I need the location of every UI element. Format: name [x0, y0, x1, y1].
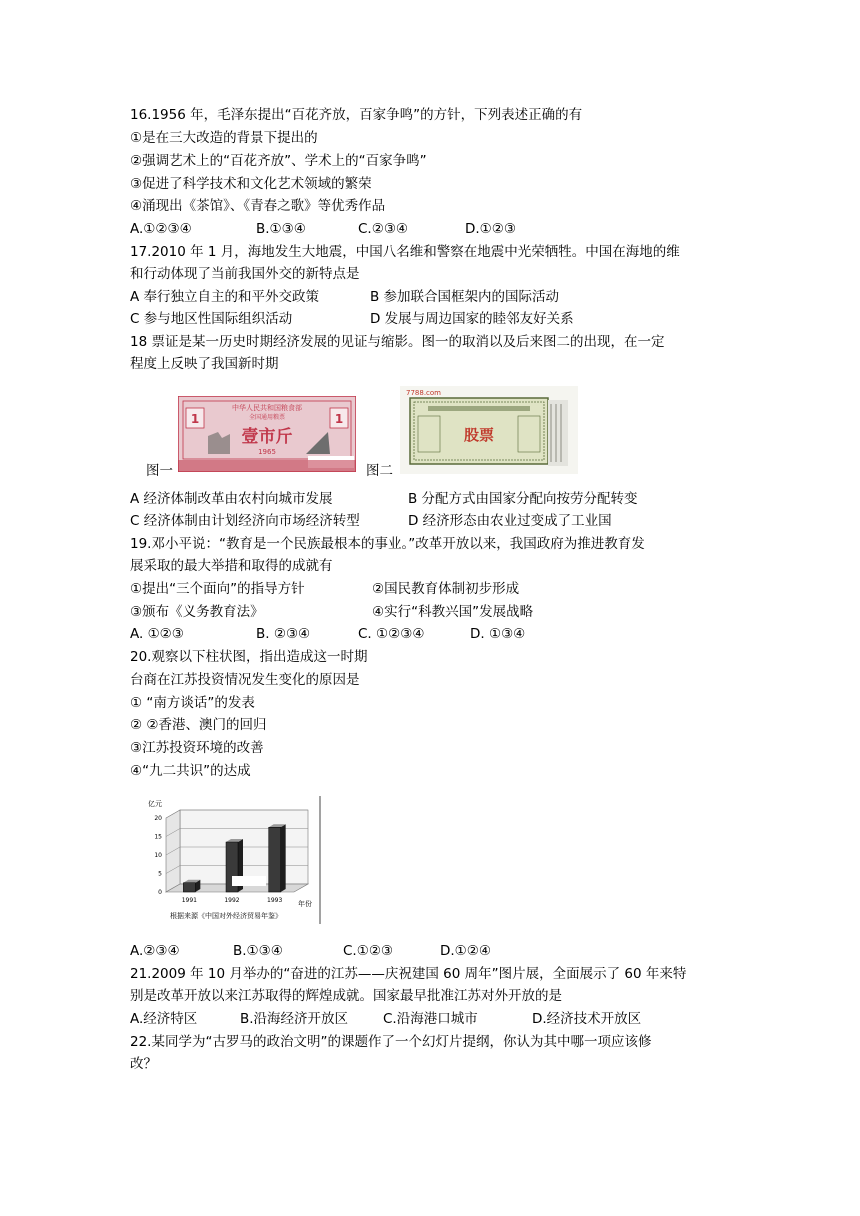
- chart-x-tick-label: 1993: [267, 897, 283, 904]
- chart-y-tick-label: 5: [158, 870, 162, 878]
- q19-item-4: ④实行“科教兴国”发展战略: [372, 604, 534, 620]
- q16-item-4: ④涌现出《茶馆》、《青春之歌》等优秀作品: [130, 198, 386, 214]
- q18-option-c: C 经济体制由计划经济向市场经济转型: [130, 513, 360, 529]
- ticket-header: 中华人民共和国粮食部: [232, 404, 302, 412]
- q19-option-d: D. ①③④: [470, 626, 526, 642]
- figure-2-label: 图二: [366, 463, 393, 479]
- chart-y-label: 亿元: [148, 800, 162, 808]
- q18-stem-line-1: 18 票证是某一历史时期经济发展的见证与缩影。图一的取消以及后来图二的出现，在一定: [130, 334, 665, 350]
- q20-item-3: ③江苏投资环境的改善: [130, 740, 264, 756]
- q16-stem: 16.1956 年，毛泽东提出“百花齐放，百家争鸣”的方针，下列表述正确的有: [130, 107, 583, 123]
- q17-option-d: D 发展与周边国家的睦邻友好关系: [370, 311, 574, 327]
- chart-x-label: 年份: [298, 900, 312, 908]
- q17-option-c: C 参与地区性国际组织活动: [130, 311, 293, 327]
- ticket-digit-left: 1: [190, 412, 200, 426]
- chart-y-tick-label: 20: [154, 815, 162, 822]
- q17-stem-line-2: 和行动体现了当前我国外交的新特点是: [130, 266, 360, 282]
- q20-item-4: ④“九二共识”的达成: [130, 763, 251, 779]
- investment-bar-chart: [140, 796, 326, 928]
- q16-option-b: B.①③④: [256, 221, 306, 237]
- q16-item-3: ③促进了科学技术和文化艺术领域的繁荣: [130, 176, 372, 192]
- q20-item-1: ① “南方谈话”的发表: [130, 695, 255, 711]
- q18-option-a: A 经济体制改革由农村向城市发展: [130, 491, 333, 507]
- q19-item-3: ③颁布《义务教育法》: [130, 604, 264, 620]
- q19-option-b: B. ②③④: [256, 626, 311, 642]
- ticket-subheader: 全国通用粮票: [248, 414, 286, 421]
- stock-certificate-image: [400, 386, 578, 474]
- q19-item-2: ②国民教育体制初步形成: [372, 581, 520, 597]
- q20-item-2: ② ②香港、澳门的回归: [130, 717, 267, 733]
- q19-item-1: ①提出“三个面向”的指导方针: [130, 581, 305, 597]
- chart-x-tick-label: 1992: [224, 897, 240, 904]
- q17-option-a: A 奉行独立自主的和平外交政策: [130, 289, 320, 305]
- q22-stem-line-2: 改？: [130, 1056, 157, 1072]
- q19-option-a: A. ①②③: [130, 626, 184, 642]
- q20-stem-line-1: 20.观察以下柱状图，指出造成这一时期: [130, 649, 368, 665]
- q16-option-a: A.①②③④: [130, 221, 192, 237]
- q17-stem-line-1: 17.2010 年 1 月，海地发生大地震，中国八名维和警察在地震中光荣牺牲。中国在海地的维: [130, 244, 680, 260]
- q20-option-d: D.①②④: [440, 943, 491, 959]
- q20-option-b: B.①③④: [233, 943, 283, 959]
- q21-option-a: A.经济特区: [130, 1011, 198, 1027]
- stock-watermark: 7788.com: [406, 389, 441, 397]
- q16-item-2: ②强调艺术上的“百花齐放”、学术上的“百家争鸣”: [130, 153, 427, 169]
- stock-main-text: 股票: [463, 426, 495, 444]
- q18-option-d: D 经济形态由农业过变成了工业国: [408, 513, 612, 529]
- q21-stem-line-2: 别是改革开放以来江苏取得的辉煌成就。国家最早批准江苏对外开放的是: [130, 988, 562, 1004]
- q19-stem-line-1: 19.邓小平说：“教育是一个民族最根本的事业。”改革开放以来，我国政府为推进教育发: [130, 536, 645, 552]
- figure-1-label: 图一: [146, 463, 173, 479]
- q20-stem-line-2: 台商在江苏投资情况发生变化的原因是: [130, 672, 360, 688]
- chart-bar: [183, 883, 195, 892]
- q22-stem-line-1: 22.某同学为“古罗马的政治文明”的课题作了一个幻灯片提纲，你认为其中哪一项应该修: [130, 1034, 652, 1050]
- q21-stem-line-1: 21.2009 年 10 月举办的“奋进的江苏——庆祝建国 60 周年”图片展，全面展示了 60 年来特: [130, 966, 687, 982]
- q21-option-b: B.沿海经济开放区: [240, 1011, 349, 1027]
- chart-y-tick-label: 15: [154, 833, 162, 841]
- chart-y-tick-label: 10: [154, 852, 162, 859]
- chart-y-tick-label: 0: [158, 889, 162, 896]
- q20-option-c: C.①②③: [343, 943, 394, 959]
- ticket-year: 1965: [258, 448, 276, 456]
- chart-bar: [269, 827, 281, 892]
- chart-source: 根据来源《中国对外经济贸易年鉴》: [170, 912, 282, 920]
- q18-stem-line-2: 程度上反映了我国新时期: [130, 356, 279, 372]
- chart-bar-side: [281, 824, 286, 892]
- q16-item-1: ①是在三大改造的背景下提出的: [130, 130, 318, 146]
- q16-option-c: C.②③④: [358, 221, 409, 237]
- q17-option-b: B 参加联合国框架内的国际活动: [370, 289, 560, 305]
- q19-stem-line-2: 展采取的最大举措和取得的成就有: [130, 558, 333, 574]
- chart-redaction-block: [232, 876, 266, 886]
- grain-ticket-image: [178, 396, 356, 472]
- q18-option-b: B 分配方式由国家分配向按劳分配转变: [408, 491, 638, 507]
- ticket-main-text: 壹市斤: [241, 427, 293, 447]
- q21-option-d: D.经济技术开放区: [532, 1011, 642, 1027]
- q20-option-a: A.②③④: [130, 943, 180, 959]
- q21-option-c: C.沿海港口城市: [383, 1011, 478, 1027]
- ticket-digit-right: 1: [334, 412, 344, 426]
- chart-x-tick-label: 1991: [181, 897, 197, 904]
- q19-option-c: C. ①②③④: [358, 626, 425, 642]
- q16-option-d: D.①②③: [465, 221, 516, 237]
